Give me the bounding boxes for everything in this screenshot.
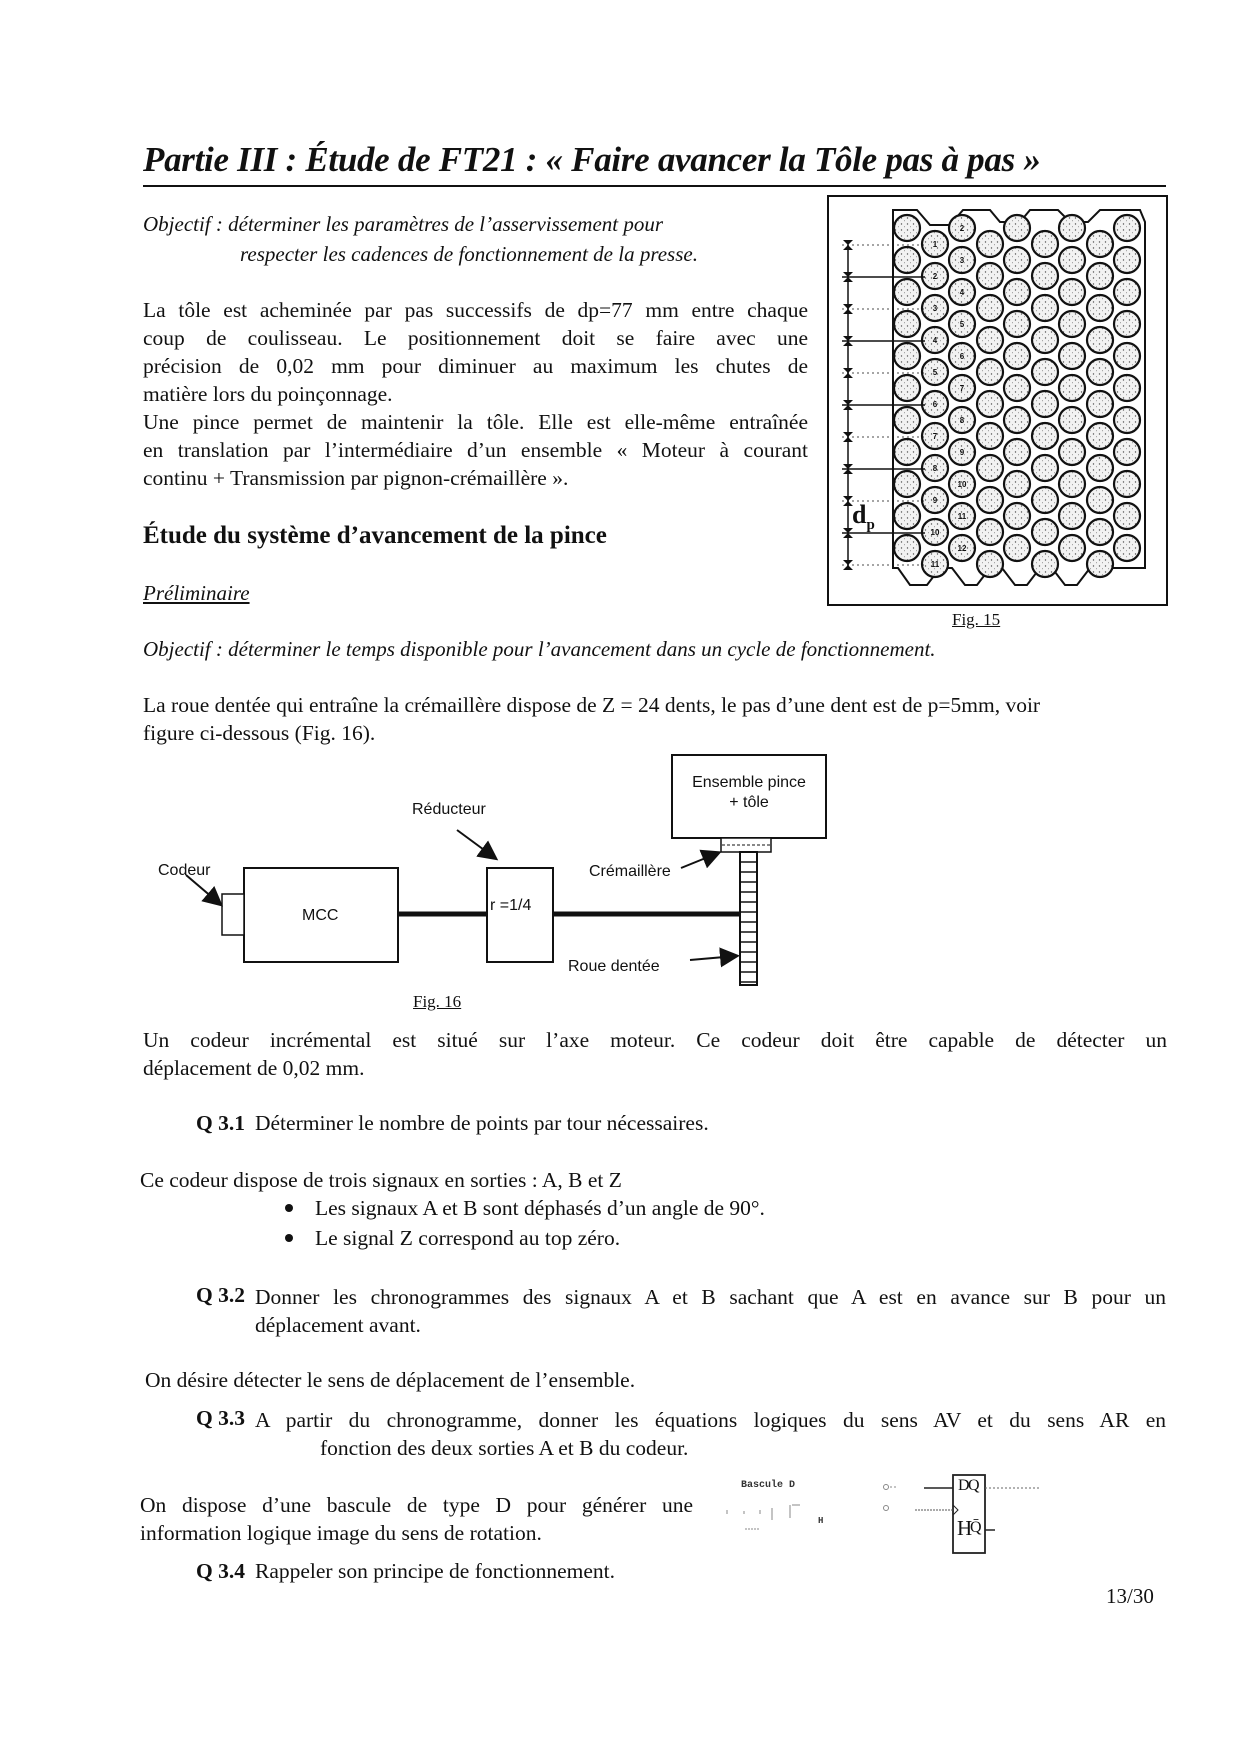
question-number: Q 3.4 <box>196 1559 245 1583</box>
flipflop-line-1: On dispose d’une bascule de type D pour générer une <box>140 1493 693 1517</box>
svg-text:9: 9 <box>932 496 938 505</box>
question-number: Q 3.2 <box>196 1283 245 1307</box>
small-h-label: H <box>818 1516 824 1526</box>
svg-text:11: 11 <box>957 512 967 521</box>
svg-text:12: 12 <box>957 544 967 553</box>
svg-text:8: 8 <box>959 416 965 425</box>
svg-text:11: 11 <box>930 560 940 569</box>
svg-text:7: 7 <box>932 432 938 441</box>
intro-line: continu + Transmission par pignon-crémaillère ». <box>143 466 569 490</box>
svg-text:6: 6 <box>959 352 965 361</box>
encoder-line-2: déplacement de 0,02 mm. <box>143 1056 365 1080</box>
subheading-preliminaire: Préliminaire <box>143 581 250 605</box>
rack-paragraph-line-2: figure ci-dessous (Fig. 16). <box>143 721 376 745</box>
svg-text:5: 5 <box>959 320 965 329</box>
svg-text:10: 10 <box>957 480 967 489</box>
dp-subscript: p <box>866 517 875 534</box>
svg-text:3: 3 <box>959 256 965 265</box>
ensemble-line-1: Ensemble pince <box>692 774 806 791</box>
question-text-line-1: Donner les chronogrammes des signaux A et B sachant que A est en avance sur B pour un <box>254 1285 1166 1309</box>
intro-line: en translation par l’intermédiaire d’un ensemble « Moteur à courant <box>143 438 808 462</box>
question-number: Q 3.3 <box>196 1406 245 1430</box>
encoder-line-1: Un codeur incrémental est situé sur l’axe moteur. Ce codeur doit être capable de détecter un <box>143 1028 1167 1052</box>
svg-text:2: 2 <box>959 224 965 233</box>
rack-paragraph-line-1: La roue dentée qui entraîne la crémaillère dispose de Z = 24 dents, le pas d’une dent est de p=5mm, voir <box>143 693 1041 717</box>
objective-1-line-1: Objectif : déterminer les paramètres de l’asservissement pour <box>143 212 664 236</box>
bullet-text: Le signal Z correspond au top zéro. <box>315 1226 621 1250</box>
question-text: Déterminer le nombre de points par tour nécessaires. <box>254 1111 709 1135</box>
objective-2: Objectif : déterminer le temps disponible pour l’avancement dans un cycle de fonctionnement. <box>143 637 936 661</box>
page-title: Partie III : Étude de FT21 : « Faire avancer la Tôle pas à pas » <box>143 140 1041 179</box>
bullet-text: Les signaux A et B sont déphasés d’un angle de 90°. <box>315 1196 765 1220</box>
question-text-line-2: fonction des deux sorties A et B du codeur. <box>319 1436 689 1460</box>
intro-line: La tôle est acheminée par pas successifs de dp=77 mm entre chaque <box>143 298 808 322</box>
pin-q: Q <box>968 1477 980 1494</box>
mcc-label: MCC <box>302 907 339 924</box>
svg-text:5: 5 <box>932 368 938 377</box>
ensemble-line-2: + tôle <box>729 794 769 811</box>
svg-text:9: 9 <box>959 448 965 457</box>
svg-text:2: 2 <box>932 272 938 281</box>
reducteur-ratio: r =1/4 <box>490 897 532 914</box>
signals-intro: Ce codeur dispose de trois signaux en sorties : A, B et Z <box>140 1168 622 1192</box>
question-text-line-1: A partir du chronogramme, donner les équations logiques du sens AV et du sens AR en <box>254 1408 1166 1432</box>
svg-text:10: 10 <box>930 528 940 537</box>
svg-text:4: 4 <box>932 336 938 345</box>
pin-h: H <box>957 1516 973 1540</box>
question-text-line-2: déplacement avant. <box>254 1313 421 1337</box>
dp-letter: d <box>852 500 867 529</box>
intro-line: coup de coulisseau. Le positionnement doit se faire avec une <box>143 326 808 350</box>
codeur-label: Codeur <box>158 862 211 879</box>
svg-text:1: 1 <box>932 240 938 249</box>
section-heading: Étude du système d’avancement de la pince <box>143 522 607 549</box>
intro-line: matière lors du poinçonnage. <box>143 382 393 406</box>
fig-15-caption: Fig. 15 <box>952 610 1001 629</box>
question-number: Q 3.1 <box>196 1111 245 1135</box>
pin-qbar: Q̄ <box>970 1519 982 1536</box>
page-number: 13/30 <box>1106 1584 1154 1608</box>
direction-intro: On désire détecter le sens de déplacement de l’ensemble. <box>145 1368 636 1392</box>
svg-text:8: 8 <box>932 464 938 473</box>
cremaillere-label: Crémaillère <box>589 863 671 880</box>
pin-d: D <box>958 1477 970 1494</box>
roue-dentee-label: Roue dentée <box>568 958 660 975</box>
svg-text:7: 7 <box>959 384 965 393</box>
objective-1-line-2: respecter les cadences de fonctionnement de la presse. <box>240 242 698 266</box>
question-text: Rappeler son principe de fonctionnement. <box>254 1559 615 1583</box>
flipflop-line-2: information logique image du sens de rotation. <box>140 1521 542 1545</box>
intro-line: précision de 0,02 mm pour diminuer au maximum les chutes de <box>143 354 808 378</box>
fig-16-caption: Fig. 16 <box>413 992 462 1011</box>
svg-text:3: 3 <box>932 304 938 313</box>
bascule-label: Bascule D <box>741 1480 796 1491</box>
question-3-4 <box>196 1559 615 1584</box>
svg-text:6: 6 <box>932 400 938 409</box>
intro-line: Une pince permet de maintenir la tôle. Elle est elle-même entraînée <box>143 410 808 434</box>
svg-text:4: 4 <box>959 288 965 297</box>
reducteur-label: Réducteur <box>412 801 486 818</box>
